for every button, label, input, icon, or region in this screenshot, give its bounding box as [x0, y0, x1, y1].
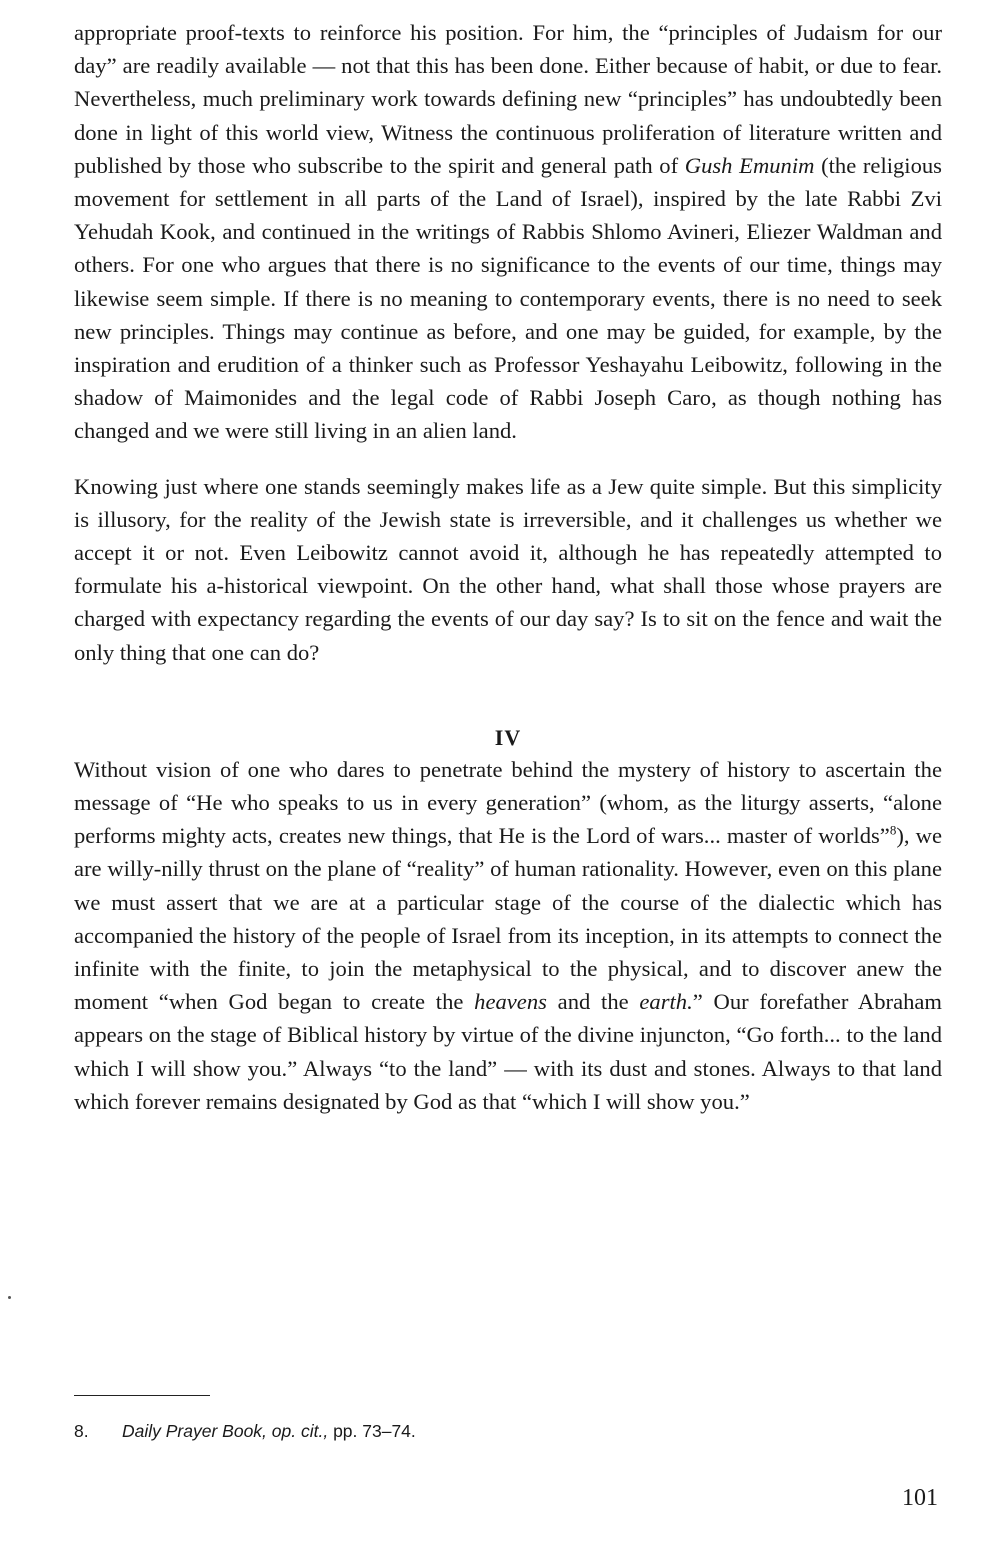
text-run: ), we are willy-nilly thrust on the plane of “reality” of human rationality. However, even on this plane we must assert that we are at a particular stage of the course of the dialectic which has accompanied the history of the people of Israel from its inception, in its attempts to connect the infinite with the finite, to join the metaphysical to the physical, and to discover anew the moment “when God began to create the [74, 823, 942, 1015]
page-number: 101 [902, 1485, 938, 1511]
text-run: Knowing just where one stands seemingly makes life as a Jew quite simple. But this simplicity is illusory, for the reality of the Jewish state is irreversible, and it challenges us whether we accept it or not. Even Leibowitz cannot avoid it, although he has repeatedly attempted to formulate his a-historical viewpoint. On the other hand, what shall those whose prayers are charged with expectancy regarding the events of our day say? Is to sit on the fence and wait the only thing that one can do? [74, 473, 942, 665]
paragraph-1 [74, 16, 942, 448]
text-run: and the [546, 989, 640, 1015]
text-run: ” Our forefather Abraham appears on the stage of Biblical history by virtue of the divine injuncton, “Go forth... to the land which I will show you.” Always “to the land” — with its dust and stones. Always to that land which forever remains designated by God as that “which I will show you.” [74, 989, 942, 1114]
paragraph-3 [74, 753, 942, 1118]
italic-text: heavens [474, 989, 547, 1015]
footnote-reference: 8 [889, 822, 897, 838]
footnote-divider [74, 1395, 210, 1396]
section-heading: IV [494, 724, 522, 750]
footnote-source-title: Daily Prayer Book, op. cit., [122, 1421, 329, 1441]
text-run: appropriate proof-texts to reinforce his position. For him, the “principles of Judaism for our day” are readily available — not that this has been done. Either because of habit, or due to fear. Nevertheless, much preliminary work towards defining new “principles” has undoubtedly been done in light of this world view, Witness the continuous proliferation of literature written and published by those who subscribe to the spirit and general path of [74, 20, 942, 178]
text-run: (the religious movement for settlement in all parts of the Land of Israel), inspired by the late Rabbi Zvi Yehudah Kook, and continued in the writings of Rabbis Shlomo Avineri, Eliezer Waldman and others. For one who argues that there is no significance to the events of our time, things may likewise seem simple. If there is no meaning to contemporary events, there is no need to seek new principles. Things may continue as before, and one may be guided, for example, by the inspiration and erudition of a thinker such as Professor Yeshayahu Leibowitz, following in the shadow of Maimonides and the legal code of Rabbi Joseph Caro, as though nothing has changed and we were still living in an alien land. [74, 152, 942, 444]
paragraph-2 [74, 470, 942, 669]
text-run: Without vision of one who dares to penetrate behind the mystery of history to ascertain the message of “He who speaks to us in every generation” (whom, as the liturgy asserts, “alone performs mighty acts, creates new things, that He is the Lord of wars... master of worlds” [74, 756, 942, 849]
footnote-pages: pp. 73–74. [328, 1421, 416, 1441]
scan-speck [8, 1296, 11, 1299]
italic-text: Gush Emunim [684, 152, 815, 178]
footnote [74, 1419, 416, 1443]
italic-text: earth. [639, 989, 693, 1015]
footnote-number: 8. [74, 1421, 89, 1441]
page-body [74, 16, 942, 1118]
